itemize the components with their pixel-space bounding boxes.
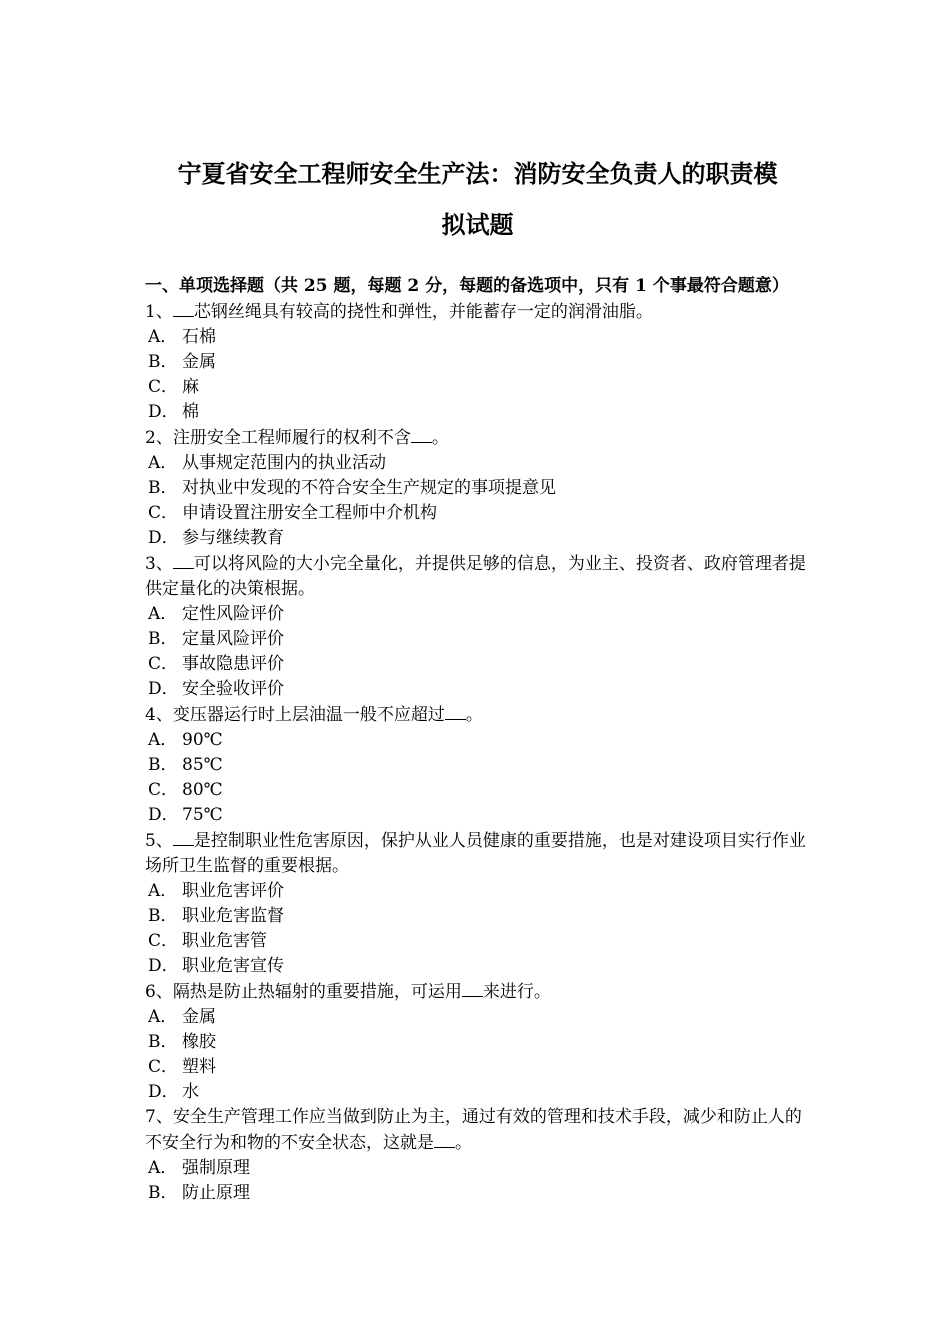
option-text: 塑料	[182, 1057, 216, 1077]
option-letter: B．	[148, 629, 178, 649]
option-letter: B．	[148, 478, 178, 498]
option-text: 90℃	[182, 730, 223, 750]
option-letter: C．	[148, 654, 179, 674]
question-number: 5、	[145, 831, 173, 851]
question-stem	[145, 1105, 810, 1156]
answer-option	[145, 1005, 810, 1030]
answer-option	[145, 476, 810, 501]
option-letter: A．	[148, 604, 178, 624]
question-stem	[145, 425, 810, 451]
question-text: 。	[465, 705, 483, 725]
answer-option	[145, 1055, 810, 1080]
option-text: 麻	[182, 377, 199, 397]
answer-option	[145, 778, 810, 803]
question-list	[145, 299, 810, 1206]
option-letter: C．	[148, 780, 179, 800]
answer-option	[145, 526, 810, 551]
option-letter: A．	[148, 1158, 178, 1178]
question-stem	[145, 828, 810, 879]
question-text: 。	[431, 428, 449, 448]
option-text: 安全验收评价	[182, 679, 284, 699]
answer-option	[145, 677, 810, 702]
question-stem	[145, 979, 810, 1005]
option-text: 防止原理	[182, 1183, 250, 1203]
option-text: 80℃	[182, 780, 223, 800]
question-number: 4、	[145, 705, 173, 725]
option-letter: C．	[148, 503, 179, 523]
option-text: 橡胶	[182, 1032, 216, 1052]
option-text: 强制原理	[182, 1158, 250, 1178]
answer-option	[145, 929, 810, 954]
option-text: 参与继续教育	[182, 528, 284, 548]
answer-option	[145, 375, 810, 400]
option-text: 申请设置注册安全工程师中介机构	[182, 503, 437, 523]
option-text: 事故隐患评价	[182, 654, 284, 674]
option-letter: A．	[148, 327, 178, 347]
option-letter: A．	[148, 730, 178, 750]
option-letter: D．	[148, 1082, 179, 1102]
answer-blank	[434, 1130, 455, 1148]
option-letter: D．	[148, 679, 179, 699]
option-text: 定量风险评价	[182, 629, 284, 649]
answer-option	[145, 1080, 810, 1105]
answer-option	[145, 1030, 810, 1055]
option-letter: C．	[148, 377, 179, 397]
option-text: 金属	[182, 1007, 216, 1027]
option-letter: D．	[148, 805, 179, 825]
question-number: 7、	[145, 1107, 173, 1127]
option-letter: C．	[148, 931, 179, 951]
document-title	[140, 148, 815, 250]
answer-option	[145, 879, 810, 904]
question-text: 安全生产管理工作应当做到防止为主，通过有效的管理和技术手段，减少和防止人的不安全行为和物的不安全状态，这就是	[145, 1107, 802, 1153]
question-number: 3、	[145, 554, 173, 574]
answer-blank	[173, 828, 194, 846]
title-line-1: 宁夏省安全工程师安全生产法：消防安全负责人的职责模	[177, 159, 778, 188]
option-letter: D．	[148, 528, 179, 548]
answer-option	[145, 728, 810, 753]
answer-option	[145, 501, 810, 526]
answer-blank	[173, 299, 194, 317]
option-letter: B．	[148, 755, 178, 775]
option-letter: B．	[148, 1183, 178, 1203]
answer-option	[145, 325, 810, 350]
question-text: 是控制职业性危害原因，保护从业人员健康的重要措施，也是对建设项目实行作业场所卫生监督的重要根据。	[145, 831, 806, 876]
answer-option	[145, 753, 810, 778]
answer-option	[145, 652, 810, 677]
answer-option	[145, 1156, 810, 1181]
document-page	[145, 148, 810, 1206]
answer-option	[145, 904, 810, 929]
answer-option	[145, 803, 810, 828]
question-number: 2、	[145, 428, 173, 448]
option-text: 水	[182, 1082, 199, 1102]
question-text: 芯钢丝绳具有较高的挠性和弹性，并能蓄存一定的润滑油脂。	[193, 302, 653, 322]
option-text: 金属	[182, 352, 216, 372]
question-text: 可以将风险的大小完全量化，并提供足够的信息，为业主、投资者、政府管理者提供定量化的决策根据。	[145, 554, 806, 599]
option-text: 石棉	[182, 327, 216, 347]
answer-blank	[173, 551, 194, 569]
option-text: 定性风险评价	[182, 604, 284, 624]
option-letter: B．	[148, 352, 178, 372]
answer-option	[145, 350, 810, 375]
option-letter: D．	[148, 402, 179, 422]
question-number: 1、	[145, 302, 173, 322]
answer-blank	[462, 979, 483, 997]
title-line-2: 拟试题	[441, 210, 514, 239]
option-letter: B．	[148, 1032, 178, 1052]
answer-option	[145, 627, 810, 652]
question-text: 隔热是防止热辐射的重要措施，可运用	[172, 982, 462, 1002]
answer-option	[145, 400, 810, 425]
option-text: 对执业中发现的不符合安全生产规定的事项提意见	[182, 478, 556, 498]
question-stem	[145, 702, 810, 728]
option-letter: A．	[148, 453, 178, 473]
answer-blank	[411, 425, 432, 443]
answer-option	[145, 954, 810, 979]
question-text: 变压器运行时上层油温一般不应超过	[172, 705, 445, 725]
option-text: 职业危害评价	[182, 881, 284, 901]
question-text: 注册安全工程师履行的权利不含	[172, 428, 411, 448]
question-text: 来进行。	[482, 982, 551, 1002]
option-text: 职业危害宣传	[182, 956, 284, 976]
answer-option	[145, 602, 810, 627]
option-letter: D．	[148, 956, 179, 976]
option-text: 职业危害监督	[182, 906, 284, 926]
option-text: 棉	[182, 402, 199, 422]
question-text: 。	[455, 1133, 472, 1153]
option-letter: A．	[148, 1007, 178, 1027]
option-text: 75℃	[182, 805, 223, 825]
option-letter: A．	[148, 881, 178, 901]
option-text: 从事规定范围内的执业活动	[182, 453, 386, 473]
option-letter: C．	[148, 1057, 179, 1077]
option-text: 职业危害管	[182, 931, 267, 951]
section-heading: 一、单项选择题（共 25 题，每题 2 分，每题的备选项中，只有 1 个事最符合题意）	[145, 276, 789, 296]
option-text: 85℃	[182, 755, 223, 775]
answer-option	[145, 451, 810, 476]
question-stem	[145, 299, 810, 325]
answer-blank	[445, 702, 466, 720]
question-number: 6、	[145, 982, 173, 1002]
answer-option	[145, 1181, 810, 1206]
option-letter: B．	[148, 906, 178, 926]
question-stem	[145, 551, 810, 602]
